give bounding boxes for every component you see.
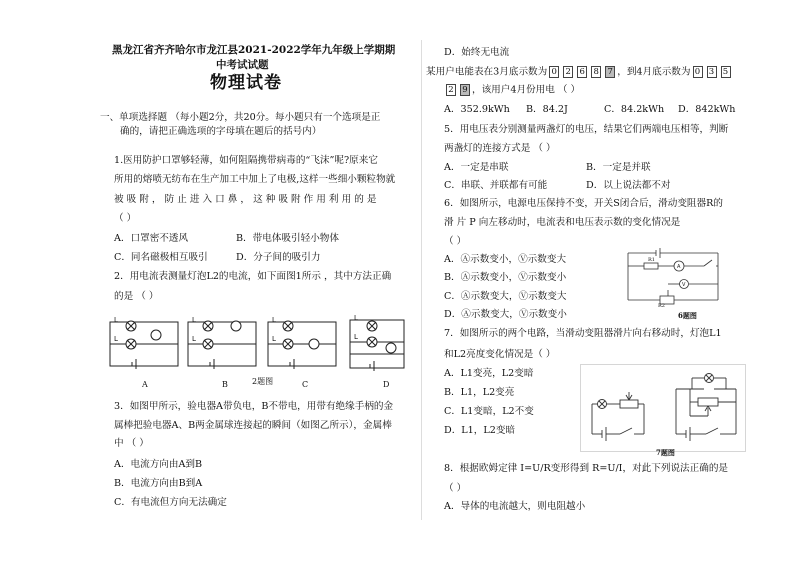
- meter2-digit: 5: [721, 66, 731, 78]
- meter1-digit: 8: [591, 66, 601, 78]
- q7-line2: 和L2亮度变化情况是（ ）: [444, 349, 556, 360]
- svg-text:A: A: [677, 264, 681, 270]
- q7-option-a: A．L1变亮，L2变暗: [444, 368, 534, 379]
- q5-line2: 两盏灯的连接方式是 （ ）: [444, 143, 556, 154]
- q6-line2: 滑 片 P 向左移动时，电流表和电压表示数的变化情况是: [444, 217, 681, 228]
- q6-figure-caption: 6题图: [678, 311, 697, 320]
- q6-option-b: B．Ⓐ示数变小，Ⓥ示数变小: [444, 272, 567, 283]
- q7-option-d: D．L1，L2变暗: [444, 425, 516, 436]
- meter-reading-1: [547, 67, 617, 78]
- section1-heading-cont: 确的，请把正确选项的字母填在题后的括号内）: [120, 126, 322, 137]
- q1-line1: 1.医用防护口罩够轻薄，如何阻隔携带病毒的“飞沫”呢?原来它: [114, 155, 378, 166]
- svg-text:L: L: [272, 335, 276, 343]
- q6-option-a: A．Ⓐ示数变小，Ⓥ示数变大: [444, 254, 567, 265]
- svg-text:V: V: [682, 282, 686, 288]
- q6-option-c: C．Ⓐ示数变大，Ⓥ示数变大: [444, 291, 567, 302]
- svg-text:L: L: [114, 316, 118, 324]
- meter2-digit: 2: [446, 84, 456, 96]
- q8-blank: （ ）: [444, 483, 467, 494]
- q1-option-b: B．带电体吸引轻小物体: [236, 233, 339, 244]
- q4-option-b: B．84.2J: [526, 104, 568, 115]
- q3-line3: 中 （ ）: [114, 438, 149, 449]
- meter1-decimal-digit: 7: [605, 66, 615, 78]
- q2-label-d: D: [383, 380, 390, 389]
- q6-option-d: D．Ⓐ示数变大，Ⓥ示数变小: [444, 309, 567, 320]
- q4-option-c: C．84.2kWh: [604, 104, 665, 115]
- q1-option-c: C．同名磁极相互吸引: [114, 252, 208, 263]
- q4-line1: [426, 66, 733, 79]
- q1-option-d: D．分子间的吸引力: [236, 252, 321, 263]
- q3-option-a: A．电流方向由A到B: [114, 459, 203, 470]
- q6-r1-label: R1: [648, 257, 655, 263]
- svg-text:L: L: [272, 316, 276, 324]
- q2-line2: 的是 （ ）: [114, 291, 159, 302]
- q2-line1: 2．用电流表测量灯泡L2的电流，如下面图1所示 ，其中方法正确: [114, 271, 392, 282]
- q3-option-c: C．有电流但方向无法确定: [114, 497, 227, 508]
- q7-option-b: B．L1，L2变亮: [444, 387, 515, 398]
- svg-text:L: L: [354, 314, 358, 322]
- svg-text:L: L: [192, 316, 196, 324]
- meter1-digit: 0: [549, 66, 559, 78]
- exam-subject: 物理试卷: [210, 73, 282, 93]
- q2-label-b: B: [222, 380, 228, 389]
- q4-line2: [444, 84, 580, 97]
- meter2-digit: 3: [707, 66, 717, 78]
- q5-option-a: A．一定是串联: [444, 162, 509, 173]
- q7-line1: 7．如图所示的两个电路，当滑动变阻器滑片向右移动时，灯泡L1: [444, 328, 722, 339]
- q1-line2: 所用的熔喷无纺布在生产加工中加上了电极,这样一些细小颗粒物就: [114, 174, 396, 185]
- q8-option-a: A．导体的电流越大，则电阻越小: [444, 501, 586, 512]
- q5-line1: 5．用电压表分别测量两盏灯的电压，结果它们两端电压相等，判断: [444, 124, 729, 135]
- q7-circuit-figure: [580, 364, 746, 452]
- q6-r2-label: R2: [658, 303, 665, 309]
- exam-title-line2: 中考试试题: [216, 59, 269, 71]
- q2-label-a: A: [142, 380, 148, 389]
- q4-option-d: D．842kWh: [678, 104, 736, 115]
- section1-heading: 一、单项选择题 （每小题2分，共20分。每小题只有一个选项是正: [100, 112, 381, 123]
- q2-circuit-figure: [106, 312, 406, 382]
- q4-text-c: ，该用户4月份用电 （ ）: [472, 84, 581, 96]
- meter1-digit: 2: [563, 66, 573, 78]
- svg-text:L: L: [354, 333, 358, 341]
- column-divider: [421, 40, 422, 520]
- q1-option-a: A．口罩密不透风: [114, 233, 189, 244]
- q8-line1: 8．根据欧姆定律 I=U/R变形得到 R=U/I，对此下列说法正确的是: [444, 463, 729, 474]
- svg-text:L: L: [114, 335, 118, 343]
- q1-line3: 被 吸 附 ， 防 止 进 入 口 鼻 ， 这 种 吸 附 作 用 利 用 的 是: [114, 194, 377, 205]
- q4-text-b: ，到4月底示数为: [617, 66, 691, 78]
- q5-option-b: B．一定是并联: [586, 162, 651, 173]
- meter2-digit: 0: [693, 66, 703, 78]
- q1-blank: （ ）: [114, 213, 137, 224]
- q4-text-a: 某用户电能表在3月底示数为: [426, 66, 548, 78]
- q3-option-b: B．电流方向由B到A: [114, 478, 203, 489]
- q2-label-c: C: [302, 380, 309, 389]
- q2-figure-caption: 2题图: [252, 377, 274, 386]
- q7-option-c: C．L1变暗，L2不变: [444, 406, 534, 417]
- q5-option-c: C．串联、并联都有可能: [444, 180, 548, 191]
- meter2-decimal-digit: 9: [460, 84, 470, 96]
- exam-title-line1: 黑龙江省齐齐哈尔市龙江县2021-2022学年九年级上学期期: [112, 44, 396, 56]
- q5-option-d: D．以上说法都不对: [586, 180, 671, 191]
- q4-option-a: A．352.9kWh: [444, 104, 510, 115]
- q6-blank: （ ）: [444, 236, 467, 247]
- q7-figure-caption: 7题图: [656, 448, 675, 457]
- q3-line1: 3．如图甲所示，验电器A带负电，B不带电，用带有绝缘手柄的金: [114, 401, 394, 412]
- svg-text:L: L: [192, 335, 196, 343]
- q3-line2: 属棒把验电器A、B两金属球连接起的瞬间（如图乙所示），金属棒: [114, 420, 392, 431]
- q6-circuit-figure: [620, 246, 724, 316]
- meter1-digit: 6: [577, 66, 587, 78]
- q3-option-d: D．始终无电流: [444, 47, 510, 58]
- q6-line1: 6．如图所示，电源电压保持不变，开关S闭合后，滑动变阻器R的: [444, 198, 723, 209]
- meter-reading-2a: [691, 67, 733, 78]
